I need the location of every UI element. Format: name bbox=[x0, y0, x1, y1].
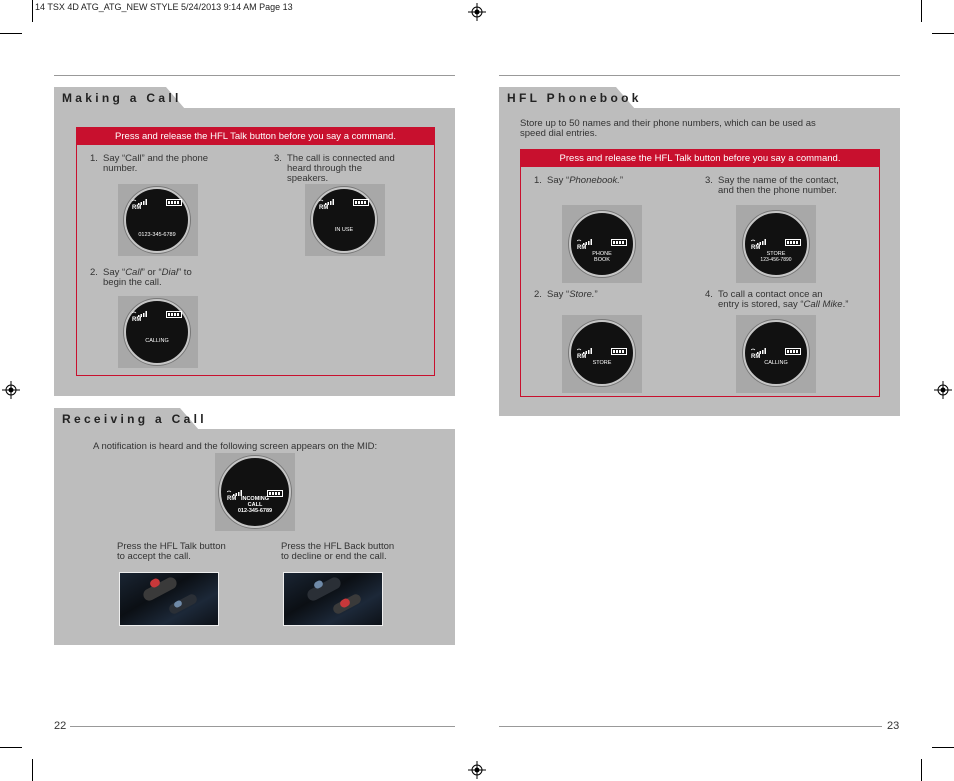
mid-display bbox=[743, 320, 809, 386]
step-text: Say “Phonebook.” bbox=[547, 175, 624, 186]
mid-display bbox=[569, 211, 635, 277]
battery-icon bbox=[785, 239, 801, 246]
phonebook-intro: Store up to 50 names and their phone numbers, which can be used as speed dial entries. bbox=[520, 118, 816, 139]
rm-label: RM bbox=[751, 354, 761, 360]
rm-label: RM bbox=[577, 245, 587, 251]
step-number: 1. bbox=[534, 175, 542, 186]
step-number: 3. bbox=[274, 153, 282, 164]
screen-text: STORE bbox=[766, 251, 786, 257]
footer-rule bbox=[499, 726, 882, 727]
crop-mark bbox=[0, 33, 22, 34]
battery-icon bbox=[611, 348, 627, 355]
registration-crosshair-icon bbox=[934, 381, 952, 399]
top-rule bbox=[54, 75, 455, 76]
mid-display bbox=[569, 320, 635, 386]
mid-display bbox=[743, 211, 809, 277]
step-number: 1. bbox=[90, 153, 98, 164]
rm-label: RM bbox=[319, 205, 329, 211]
back-button-photo bbox=[283, 572, 383, 626]
section-title: Making a Call bbox=[62, 91, 182, 105]
crop-mark bbox=[932, 747, 954, 748]
receiving-intro: A notification is heard and the following screen appears on the MID: bbox=[93, 441, 378, 452]
footer-rule bbox=[70, 726, 455, 727]
step-text: Say the name of the contact, and then the phone number. bbox=[718, 175, 839, 196]
screen-text: CALLING bbox=[764, 360, 788, 366]
step-2 bbox=[90, 268, 250, 290]
registration-crosshair-icon bbox=[468, 3, 486, 21]
step-text: Say “Store.” bbox=[547, 289, 598, 300]
battery-icon bbox=[166, 311, 182, 318]
step-1 bbox=[90, 154, 250, 176]
step-text: To call a contact once an entry is stored, say “Call Mike.” bbox=[718, 289, 849, 310]
screen-text: 012-345-6789 bbox=[237, 508, 273, 514]
top-rule bbox=[499, 75, 900, 76]
rm-label: RM bbox=[132, 205, 142, 211]
registration-crosshair-icon bbox=[2, 381, 20, 399]
screen-text: 0123-345-6789 bbox=[138, 232, 176, 238]
rm-label: RM bbox=[132, 317, 142, 323]
screen-text: BOOK bbox=[594, 257, 610, 263]
accept-description: Press the HFL Talk button to accept the call. bbox=[117, 541, 226, 562]
rm-label: RM bbox=[751, 245, 761, 251]
crop-mark bbox=[0, 747, 22, 748]
step-text: The call is connected and heard through the speakers. bbox=[287, 153, 395, 184]
step-number: 3. bbox=[705, 175, 713, 186]
section-title: Receiving a Call bbox=[62, 412, 207, 426]
page-number-left: 22 bbox=[54, 720, 67, 732]
command-banner: Press and release the HFL Talk button before you say a command. bbox=[521, 150, 879, 167]
screen-text: IN USE bbox=[334, 227, 354, 233]
pb-step-1 bbox=[534, 176, 694, 188]
crop-mark bbox=[32, 0, 33, 22]
screen-text: STORE bbox=[592, 360, 612, 366]
crop-mark bbox=[921, 759, 922, 781]
step-text: Say “Call” or “Dial” to begin the call. bbox=[103, 267, 192, 288]
page-number-right: 23 bbox=[887, 720, 900, 732]
screen-text: INCOMING bbox=[240, 496, 270, 502]
receiving-call-tab bbox=[54, 408, 207, 430]
phonebook-tab bbox=[499, 87, 642, 109]
talk-button-photo bbox=[119, 572, 219, 626]
section-title: HFL Phonebook bbox=[507, 91, 642, 105]
crop-mark bbox=[32, 759, 33, 781]
mid-display bbox=[124, 299, 190, 365]
crop-mark bbox=[921, 0, 922, 22]
battery-icon bbox=[166, 199, 182, 206]
pb-step-4 bbox=[705, 290, 880, 312]
screen-text: CALL bbox=[247, 502, 263, 508]
mid-display bbox=[311, 187, 377, 253]
pb-step-2 bbox=[534, 290, 694, 302]
mid-display bbox=[124, 187, 190, 253]
step-text: Say “Call” and the phone number. bbox=[103, 153, 209, 174]
screen-text: CALLING bbox=[145, 338, 169, 344]
crop-mark bbox=[932, 33, 954, 34]
battery-icon bbox=[353, 199, 369, 206]
rm-label: RM bbox=[577, 354, 587, 360]
step-number: 4. bbox=[705, 289, 713, 300]
pb-step-3 bbox=[705, 176, 875, 198]
print-header: 14 TSX 4D ATG_ATG_NEW STYLE 5/24/2013 9:14 AM Page 13 bbox=[35, 2, 293, 12]
battery-icon bbox=[611, 239, 627, 246]
battery-icon bbox=[785, 348, 801, 355]
step-3 bbox=[274, 154, 424, 186]
step-number: 2. bbox=[90, 267, 98, 278]
decline-description: Press the HFL Back button to decline or end the call. bbox=[281, 541, 395, 562]
registration-crosshair-icon bbox=[468, 761, 486, 779]
step-number: 2. bbox=[534, 289, 542, 300]
mid-display bbox=[219, 456, 291, 528]
command-banner: Press and release the HFL Talk button before you say a command. bbox=[77, 128, 434, 145]
screen-text: PHONE bbox=[592, 251, 612, 257]
screen-text: 123-456-7890 bbox=[760, 257, 792, 263]
making-call-tab bbox=[54, 87, 185, 109]
rm-label: RM bbox=[227, 496, 237, 502]
